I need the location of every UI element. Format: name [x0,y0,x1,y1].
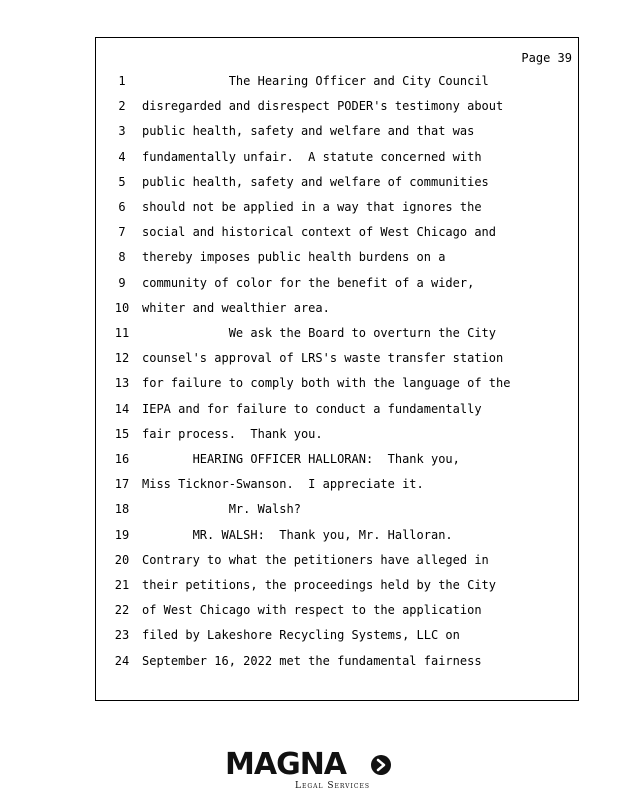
line-number: 22 [114,603,130,618]
line-text: HEARING OFFICER HALLORAN: Thank you, [142,452,460,466]
line-text: The Hearing Officer and City Council [142,74,489,88]
line-text: MR. WALSH: Thank you, Mr. Halloran. [142,527,453,542]
line-text: for failure to comply both with the language of the [142,376,511,391]
line-number: 10 [114,300,130,315]
line-text: their petitions, the proceedings held by the City [142,578,497,592]
line-number: 2 [118,99,126,114]
line-number: 6 [118,200,126,214]
line-number: 21 [114,578,130,592]
chevron-right-circle-icon [370,754,392,776]
line-text: filed by Lakeshore Recycling Systems, LLC on [142,628,460,643]
line-number: 17 [114,477,130,492]
line-text: IEPA and for failure to conduct a fundamentally [142,401,482,416]
line-text: of West Chicago with respect to the application [142,603,482,618]
line-text: public health, safety and welfare of communities [142,174,489,189]
line-text: whiter and wealthier area. [142,300,330,315]
line-text: We ask the Board to overturn the City [142,326,497,340]
line-number: 7 [118,225,126,240]
line-text: fair process. Thank you. [142,426,323,441]
magna-logo [225,748,395,794]
logo-subtitle: Legal Services [295,781,370,791]
line-number: 8 [118,250,126,265]
line-number: 24 [114,653,130,668]
line-number: 12 [114,351,130,366]
line-text: public health, safety and welfare and that was [142,124,475,139]
line-number: 3 [118,124,126,139]
line-text: social and historical context of West Chicago and [142,225,497,240]
line-text: September 16, 2022 met the fundamental fairness [142,653,482,668]
line-number: 20 [114,552,130,567]
line-number: 13 [114,376,130,391]
line-number: 16 [114,452,130,466]
line-number: 5 [118,174,126,189]
page-number: Page 39 [521,51,572,65]
line-text: community of color for the benefit of a wider, [142,275,475,290]
logo-wordmark: MAGNA [225,747,347,782]
line-number: 14 [114,401,130,416]
line-text: thereby imposes public health burdens on a [142,250,446,265]
line-number: 19 [114,527,130,542]
line-number: 4 [118,149,126,164]
line-text: fundamentally unfair. A statute concerned with [142,149,482,164]
line-text: counsel's approval of LRS's waste transfer station [142,351,504,366]
line-number: 11 [114,326,130,340]
line-text: should not be applied in a way that ignores the [142,200,482,214]
line-number: 1 [118,74,126,88]
line-number: 15 [114,426,130,441]
line-text: disregarded and disrespect PODER's testimony about [142,99,504,114]
line-number: 9 [118,275,126,290]
line-number: 23 [114,628,130,643]
transcript-page [95,37,579,701]
line-number: 18 [114,502,130,517]
line-text: Contrary to what the petitioners have alleged in [142,552,489,567]
line-text: Miss Ticknor-Swanson. I appreciate it. [142,477,424,492]
line-text: Mr. Walsh? [142,502,301,517]
